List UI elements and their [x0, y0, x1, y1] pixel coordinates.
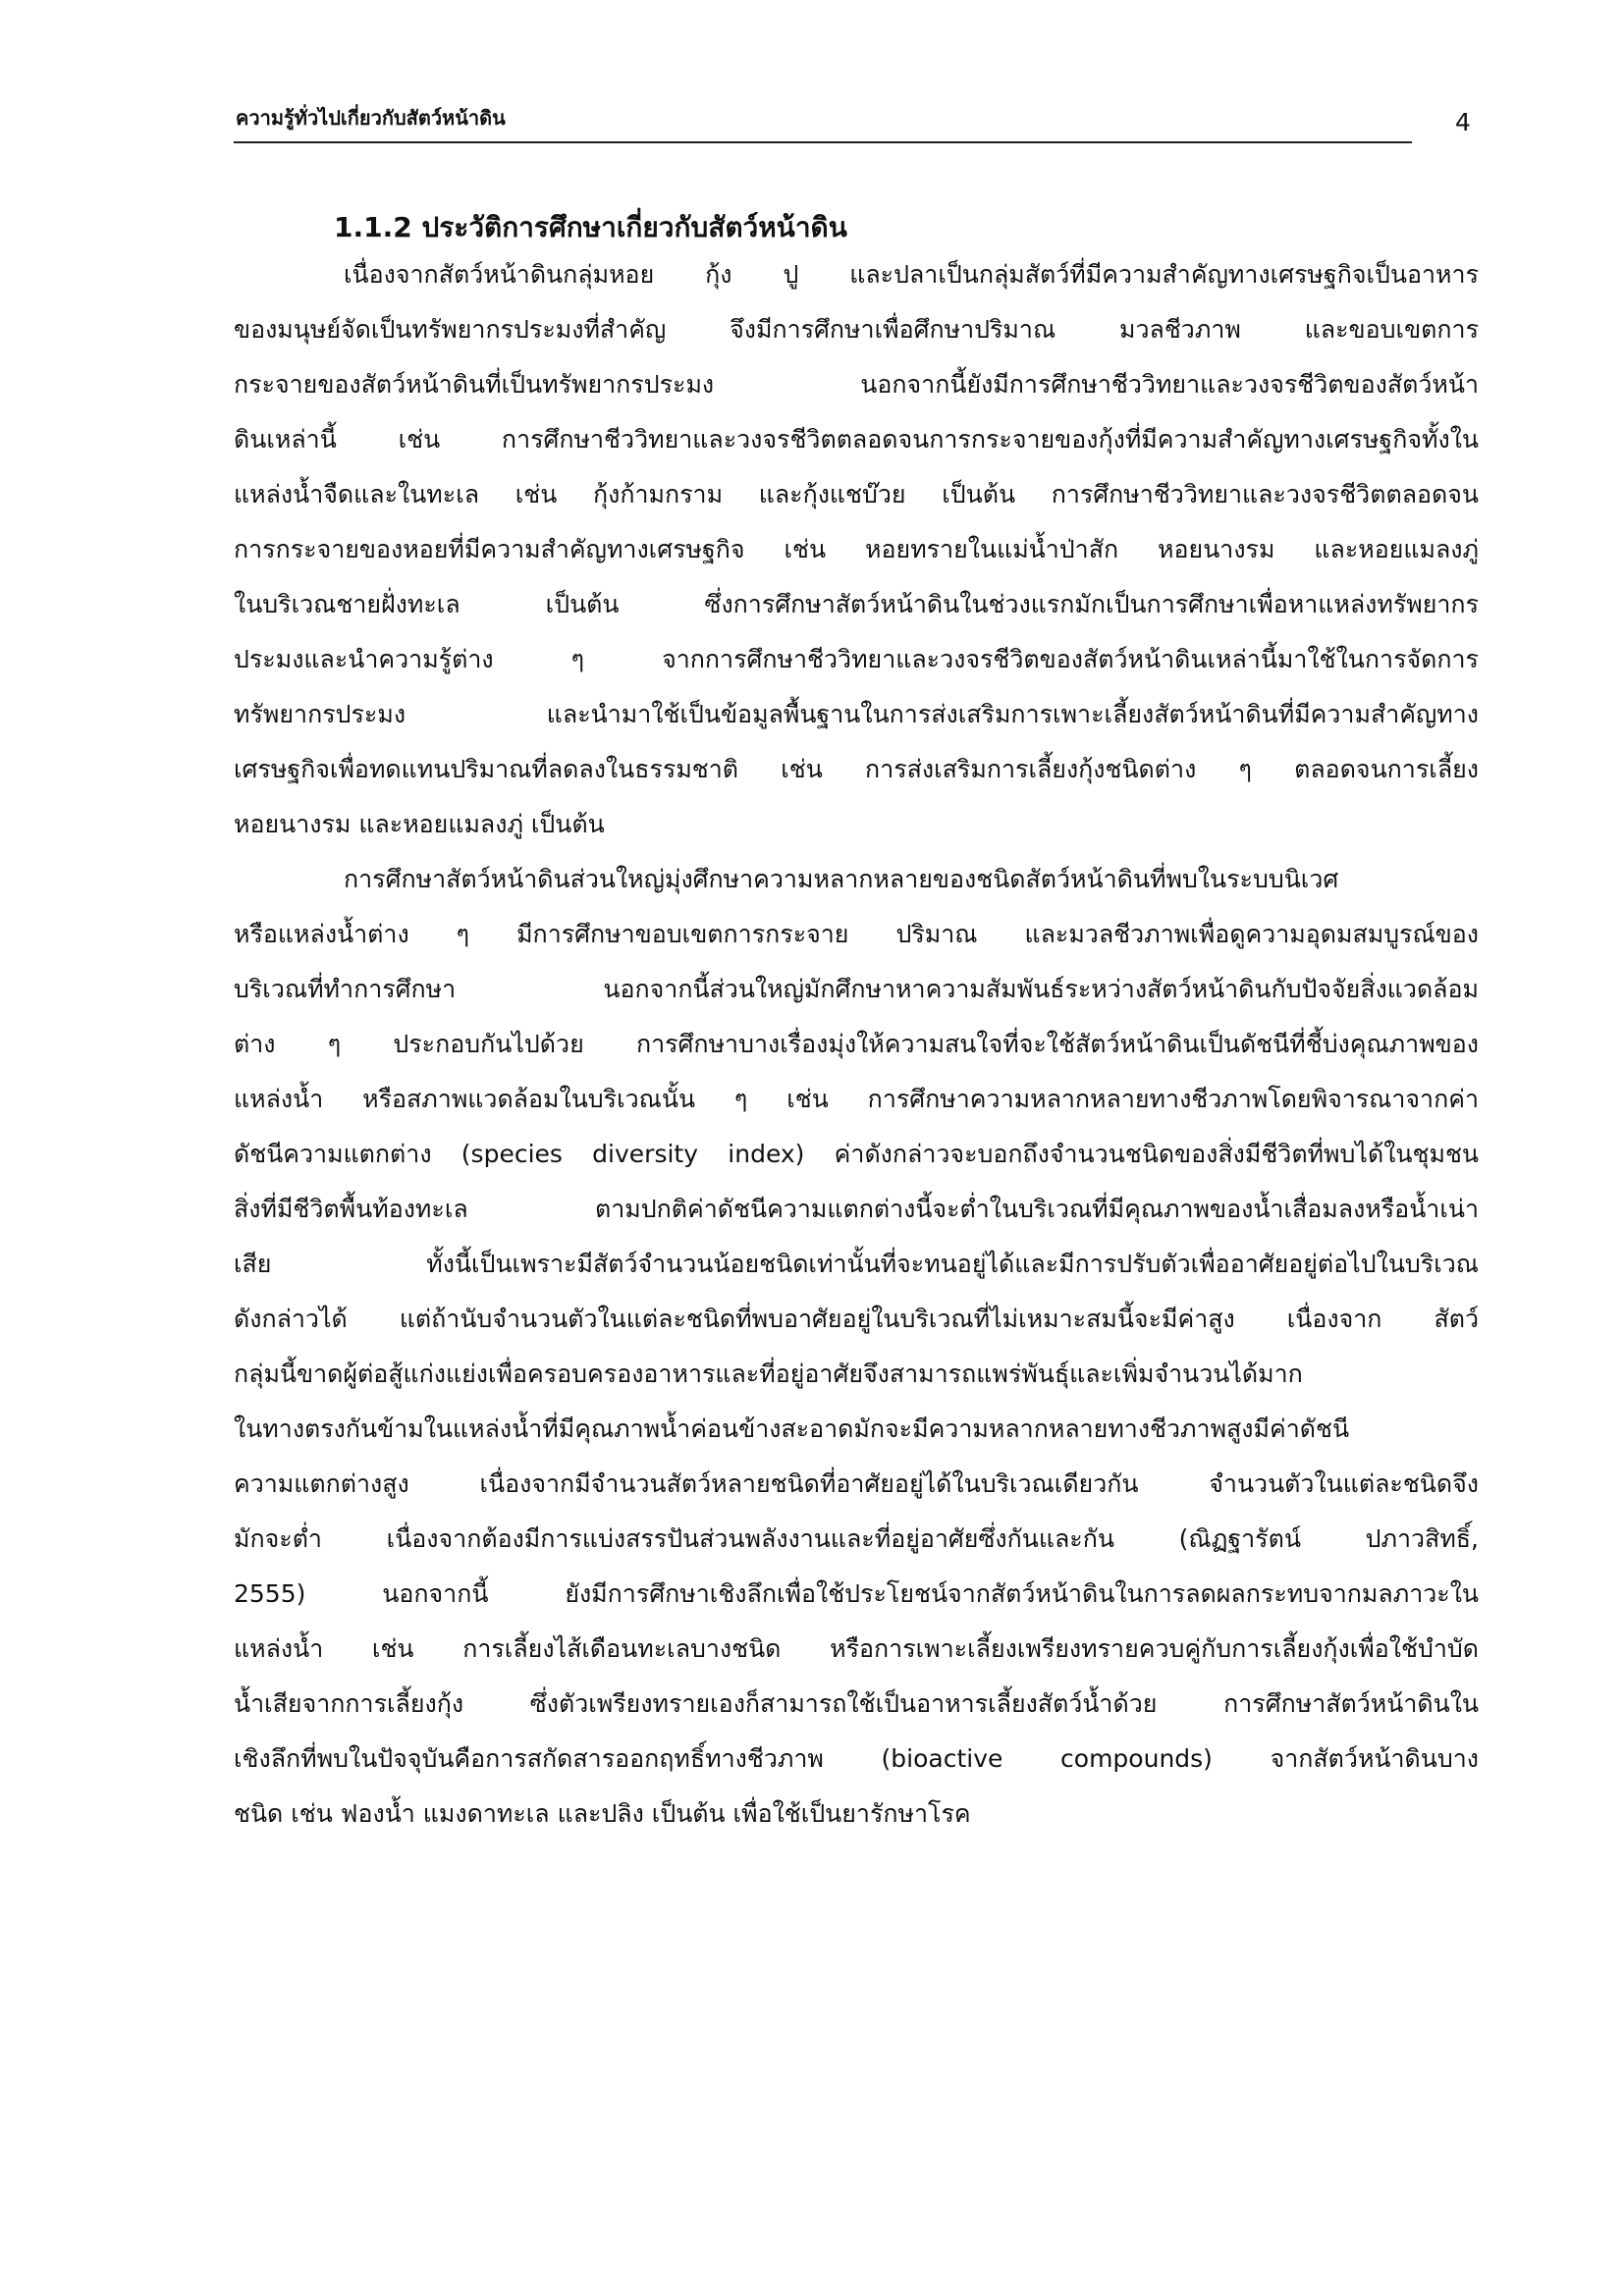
paragraph-1-line: การกระจายของหอยที่มีความสำคัญทางเศรษฐกิจ เช่น หอยทรายในแม่น้ำป่าสัก หอยนางรม และหอยแมลงภู่ [234, 535, 1479, 563]
paragraph-2-line: ชนิด เช่น ฟองน้ำ แมงดาทะเล และปลิง เป็นต้น เพื่อใช้เป็นยารักษาโรค [234, 1799, 971, 1828]
paragraph-2-line: หรือแหล่งน้ำต่าง ๆ มีการศึกษาขอบเขตการกระจาย ปริมาณ และมวลชีวภาพเพื่อดูความอุดมสมบูรณ์ของ [234, 920, 1479, 948]
paragraph-2-line: แหล่งน้ำ หรือสภาพแวดล้อมในบริเวณนั้น ๆ เช่น การศึกษาความหลากหลายทางชีวภาพโดยพิจารณาจากค่า [234, 1085, 1479, 1113]
paragraph-2-line: 2555) นอกจากนี้ ยังมีการศึกษาเชิงลึกเพื่อใช้ประโยชน์จากสัตว์หน้าดินในการลดผลกระทบจากมลภาวะใน [234, 1579, 1479, 1608]
running-header [234, 102, 1412, 143]
paragraph-1-line: กระจายของสัตว์หน้าดินที่เป็นทรัพยากรประมง นอกจากนี้ยังมีการศึกษาชีววิทยาและวงจรชีวิตของสัตว์หน้า [234, 370, 1479, 399]
paragraph-2-line: น้ำเสียจากการเลี้ยงกุ้ง ซึ่งตัวเพรียงทรายเองก็สามารถใช้เป็นอาหารเลี้ยงสัตว์น้ำด้วย การศึกษาสัตว์หน้าดินใน [234, 1689, 1479, 1718]
paragraph-1-line: หอยนางรม และหอยแมลงภู่ เป็นต้น [234, 810, 605, 838]
paragraph-2-line: มักจะต่ำ เนื่องจากต้องมีการแบ่งสรรปันส่วนพลังงานและที่อยู่อาศัยซึ่งกันและกัน (ณิฏฐารัตน์ ปภาวสิทธิ์, [234, 1524, 1479, 1553]
paragraph-1-line: ประมงและนำความรู้ต่าง ๆ จากการศึกษาชีววิทยาและวงจรชีวิตของสัตว์หน้าดินเหล่านี้มาใช้ในการจัดการ [234, 645, 1479, 673]
paragraph-1-line: ทรัพยากรประมง และนำมาใช้เป็นข้อมูลพื้นฐานในการส่งเสริมการเพาะเลี้ยงสัตว์หน้าดินที่มีความสำคัญทาง [234, 700, 1479, 728]
running-title: ความรู้ทั่วไปเกี่ยวกับสัตว์หน้าดิน [236, 106, 506, 130]
paragraph-2-line: กลุ่มนี้ขาดผู้ต่อสู้แก่งแย่งเพื่อครอบครองอาหารและที่อยู่อาศัยจึงสามารถแพร่พันธุ์และเพิ่มจำนวนได้มาก [234, 1360, 1303, 1388]
paragraph-2-line: เชิงลึกที่พบในปัจจุบันคือการสกัดสารออกฤทธิ์ทางชีวภาพ (bioactive compounds) จากสัตว์หน้าดินบาง [234, 1744, 1479, 1773]
paragraph-2-line: เสีย ทั้งนี้เป็นเพราะมีสัตว์จำนวนน้อยชนิดเท่านั้นที่จะทนอยู่ได้และมีการปรับตัวเพื่ออาศัยอยู่ต่อไปในบริเวณ [234, 1250, 1479, 1278]
paragraph-2-line: ต่าง ๆ ประกอบกันไปด้วย การศึกษาบางเรื่องมุ่งให้ความสนใจที่จะใช้สัตว์หน้าดินเป็นดัชนีที่ชี้บ่งคุณภาพของ [234, 1030, 1479, 1058]
page-number: 4 [1455, 108, 1471, 136]
paragraph-1-line: ในบริเวณชายฝั่งทะเล เป็นต้น ซึ่งการศึกษาสัตว์หน้าดินในช่วงแรกมักเป็นการศึกษาเพื่อหาแหล่งทรัพยากร [234, 590, 1479, 618]
paragraph-2-line: การศึกษาสัตว์หน้าดินส่วนใหญ่มุ่งศึกษาความหลากหลายของชนิดสัตว์หน้าดินที่พบในระบบนิเวศ [344, 865, 1339, 893]
paragraph-2-line: บริเวณที่ทำการศึกษา นอกจากนี้ส่วนใหญ่มักศึกษาหาความสัมพันธ์ระหว่างสัตว์หน้าดินกับปัจจัยสิ่งแวดล้อม [234, 975, 1479, 1003]
paragraph-1-line: เนื่องจากสัตว์หน้าดินกลุ่มหอย กุ้ง ปู และปลาเป็นกลุ่มสัตว์ที่มีความสำคัญทางเศรษฐกิจเป็นอาหาร [344, 260, 1479, 289]
paragraph-1-line: ดินเหล่านี้ เช่น การศึกษาชีววิทยาและวงจรชีวิตตลอดจนการกระจายของกุ้งที่มีความสำคัญทางเศรษฐกิจทั้งใน [234, 425, 1479, 454]
paragraph-2-line: ในทางตรงกันข้ามในแหล่งน้ำที่มีคุณภาพน้ำค่อนข้างสะอาดมักจะมีความหลากหลายทางชีวภาพสูงมีค่าดัชนี [234, 1415, 1350, 1443]
paragraph-1-line: ของมนุษย์จัดเป็นทรัพยากรประมงที่สำคัญ จึงมีการศึกษาเพื่อศึกษาปริมาณ มวลชีวภาพ และขอบเขตการ [234, 315, 1479, 344]
paragraph-1-line: แหล่งน้ำจืดและในทะเล เช่น กุ้งก้ามกราม และกุ้งแชบ๊วย เป็นต้น การศึกษาชีววิทยาและวงจรชีวิตตลอดจน [234, 480, 1479, 508]
paragraph-2-line: ความแตกต่างสูง เนื่องจากมีจำนวนสัตว์หลายชนิดที่อาศัยอยู่ได้ในบริเวณเดียวกัน จำนวนตัวในแต่ละชนิดจึง [234, 1469, 1479, 1498]
paragraph-2-line: ดัชนีความแตกต่าง (species diversity index) ค่าดังกล่าวจะบอกถึงจำนวนชนิดของสิ่งมีชีวิตที่พบได้ในชุมชน [234, 1140, 1479, 1168]
paragraph-2-line: ดังกล่าวได้ แต่ถ้านับจำนวนตัวในแต่ละชนิดที่พบอาศัยอยู่ในบริเวณที่ไม่เหมาะสมนี้จะมีค่าสูง เนื่องจาก สัตว์ [234, 1305, 1479, 1333]
paragraph-2-line: สิ่งที่มีชีวิตพื้นท้องทะเล ตามปกติค่าดัชนีความแตกต่างนี้จะต่ำในบริเวณที่มีคุณภาพของน้ำเสื่อมลงหรือน้ำเน่า [234, 1195, 1479, 1223]
paragraph-2-line: แหล่งน้ำ เช่น การเลี้ยงไส้เดือนทะเลบางชนิด หรือการเพาะเลี้ยงเพรียงทรายควบคู่กับการเลี้ยงกุ้งเพื่อใช้บำบัด [234, 1634, 1479, 1663]
paragraph-1-line: เศรษฐกิจเพื่อทดแทนปริมาณที่ลดลงในธรรมชาติ เช่น การส่งเสริมการเลี้ยงกุ้งชนิดต่าง ๆ ตลอดจนการเลี้ยง [234, 755, 1479, 783]
section-heading: 1.1.2 ประวัติการศึกษาเกี่ยวกับสัตว์หน้าดิน [334, 211, 847, 243]
